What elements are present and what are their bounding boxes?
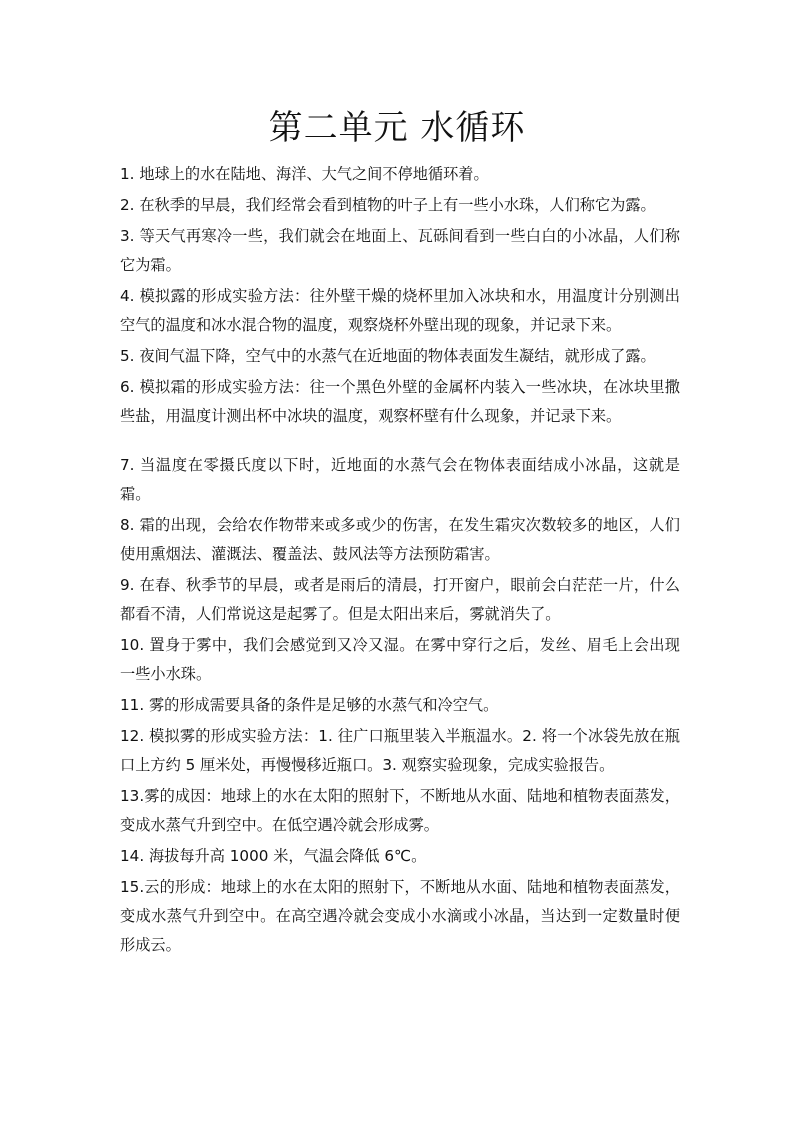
list-item-12: 12. 模拟雾的形成实验方法：1. 往广口瓶里装入半瓶温水。2. 将一个冰袋先放在瓶口上方约 5 厘米处，再慢慢移近瓶口。3. 观察实验现象，完成实验报告。 — [120, 727, 680, 774]
list-item-8: 8. 霜的出现，会给农作物带来或多或少的伤害，在发生霜灾次数较多的地区，人们使用熏烟法、灌溉法、覆盖法、鼓风法等方法预防霜害。 — [120, 516, 680, 563]
list-item-7: 7. 当温度在零摄氏度以下时，近地面的水蒸气会在物体表面结成小冰晶，这就是霜。 — [120, 456, 680, 503]
page-title: 第二单元 水循环 — [268, 108, 526, 148]
list-item-15: 15.云的形成：地球上的水在太阳的照射下，不断地从水面、陆地和植物表面蒸发，变成水蒸气升到空中。在高空遇冷就会变成小水滴或小冰晶，当达到一定数量时便形成云。 — [120, 878, 680, 954]
list-item-5: 5. 夜间气温下降，空气中的水蒸气在近地面的物体表面发生凝结，就形成了露。 — [120, 347, 656, 365]
list-item-4: 4. 模拟露的形成实验方法：往外壁干燥的烧杯里加入冰块和水，用温度计分别测出空气的温度和冰水混合物的温度，观察烧杯外壁出现的现象，并记录下来。 — [120, 287, 680, 334]
list-item-2: 2. 在秋季的早晨，我们经常会看到植物的叶子上有一些小水珠，人们称它为露。 — [120, 196, 656, 214]
list-item-13: 13.雾的成因：地球上的水在太阳的照射下，不断地从水面、陆地和植物表面蒸发，变成水蒸气升到空中。在低空遇冷就会形成雾。 — [120, 787, 680, 834]
list-item-6: 6. 模拟霜的形成实验方法：往一个黑色外壁的金属杯内装入一些冰块，在冰块里撒些盐，用温度计测出杯中冰块的温度，观察杯壁有什么现象，并记录下来。 — [120, 378, 680, 425]
list-item-9: 9. 在春、秋季节的早晨，或者是雨后的清晨，打开窗户，眼前会白茫茫一片，什么都看不清，人们常说这是起雾了。但是太阳出来后，雾就消失了。 — [120, 576, 680, 623]
list-item-1: 1. 地球上的水在陆地、海洋、大气之间不停地循环着。 — [120, 165, 489, 183]
list-item-11: 11. 雾的形成需要具备的条件是足够的水蒸气和冷空气。 — [120, 696, 499, 714]
list-item-3: 3. 等天气再寒冷一些，我们就会在地面上、瓦砾间看到一些白白的小冰晶，人们称它为霜。 — [120, 227, 680, 274]
document-body — [120, 160, 680, 962]
list-item-14: 14. 海拔每升高 1000 米，气温会降低 6℃。 — [120, 847, 427, 865]
list-item-10: 10. 置身于雾中，我们会感觉到又冷又湿。在雾中穿行之后，发丝、眉毛上会出现一些小水珠。 — [120, 636, 680, 683]
